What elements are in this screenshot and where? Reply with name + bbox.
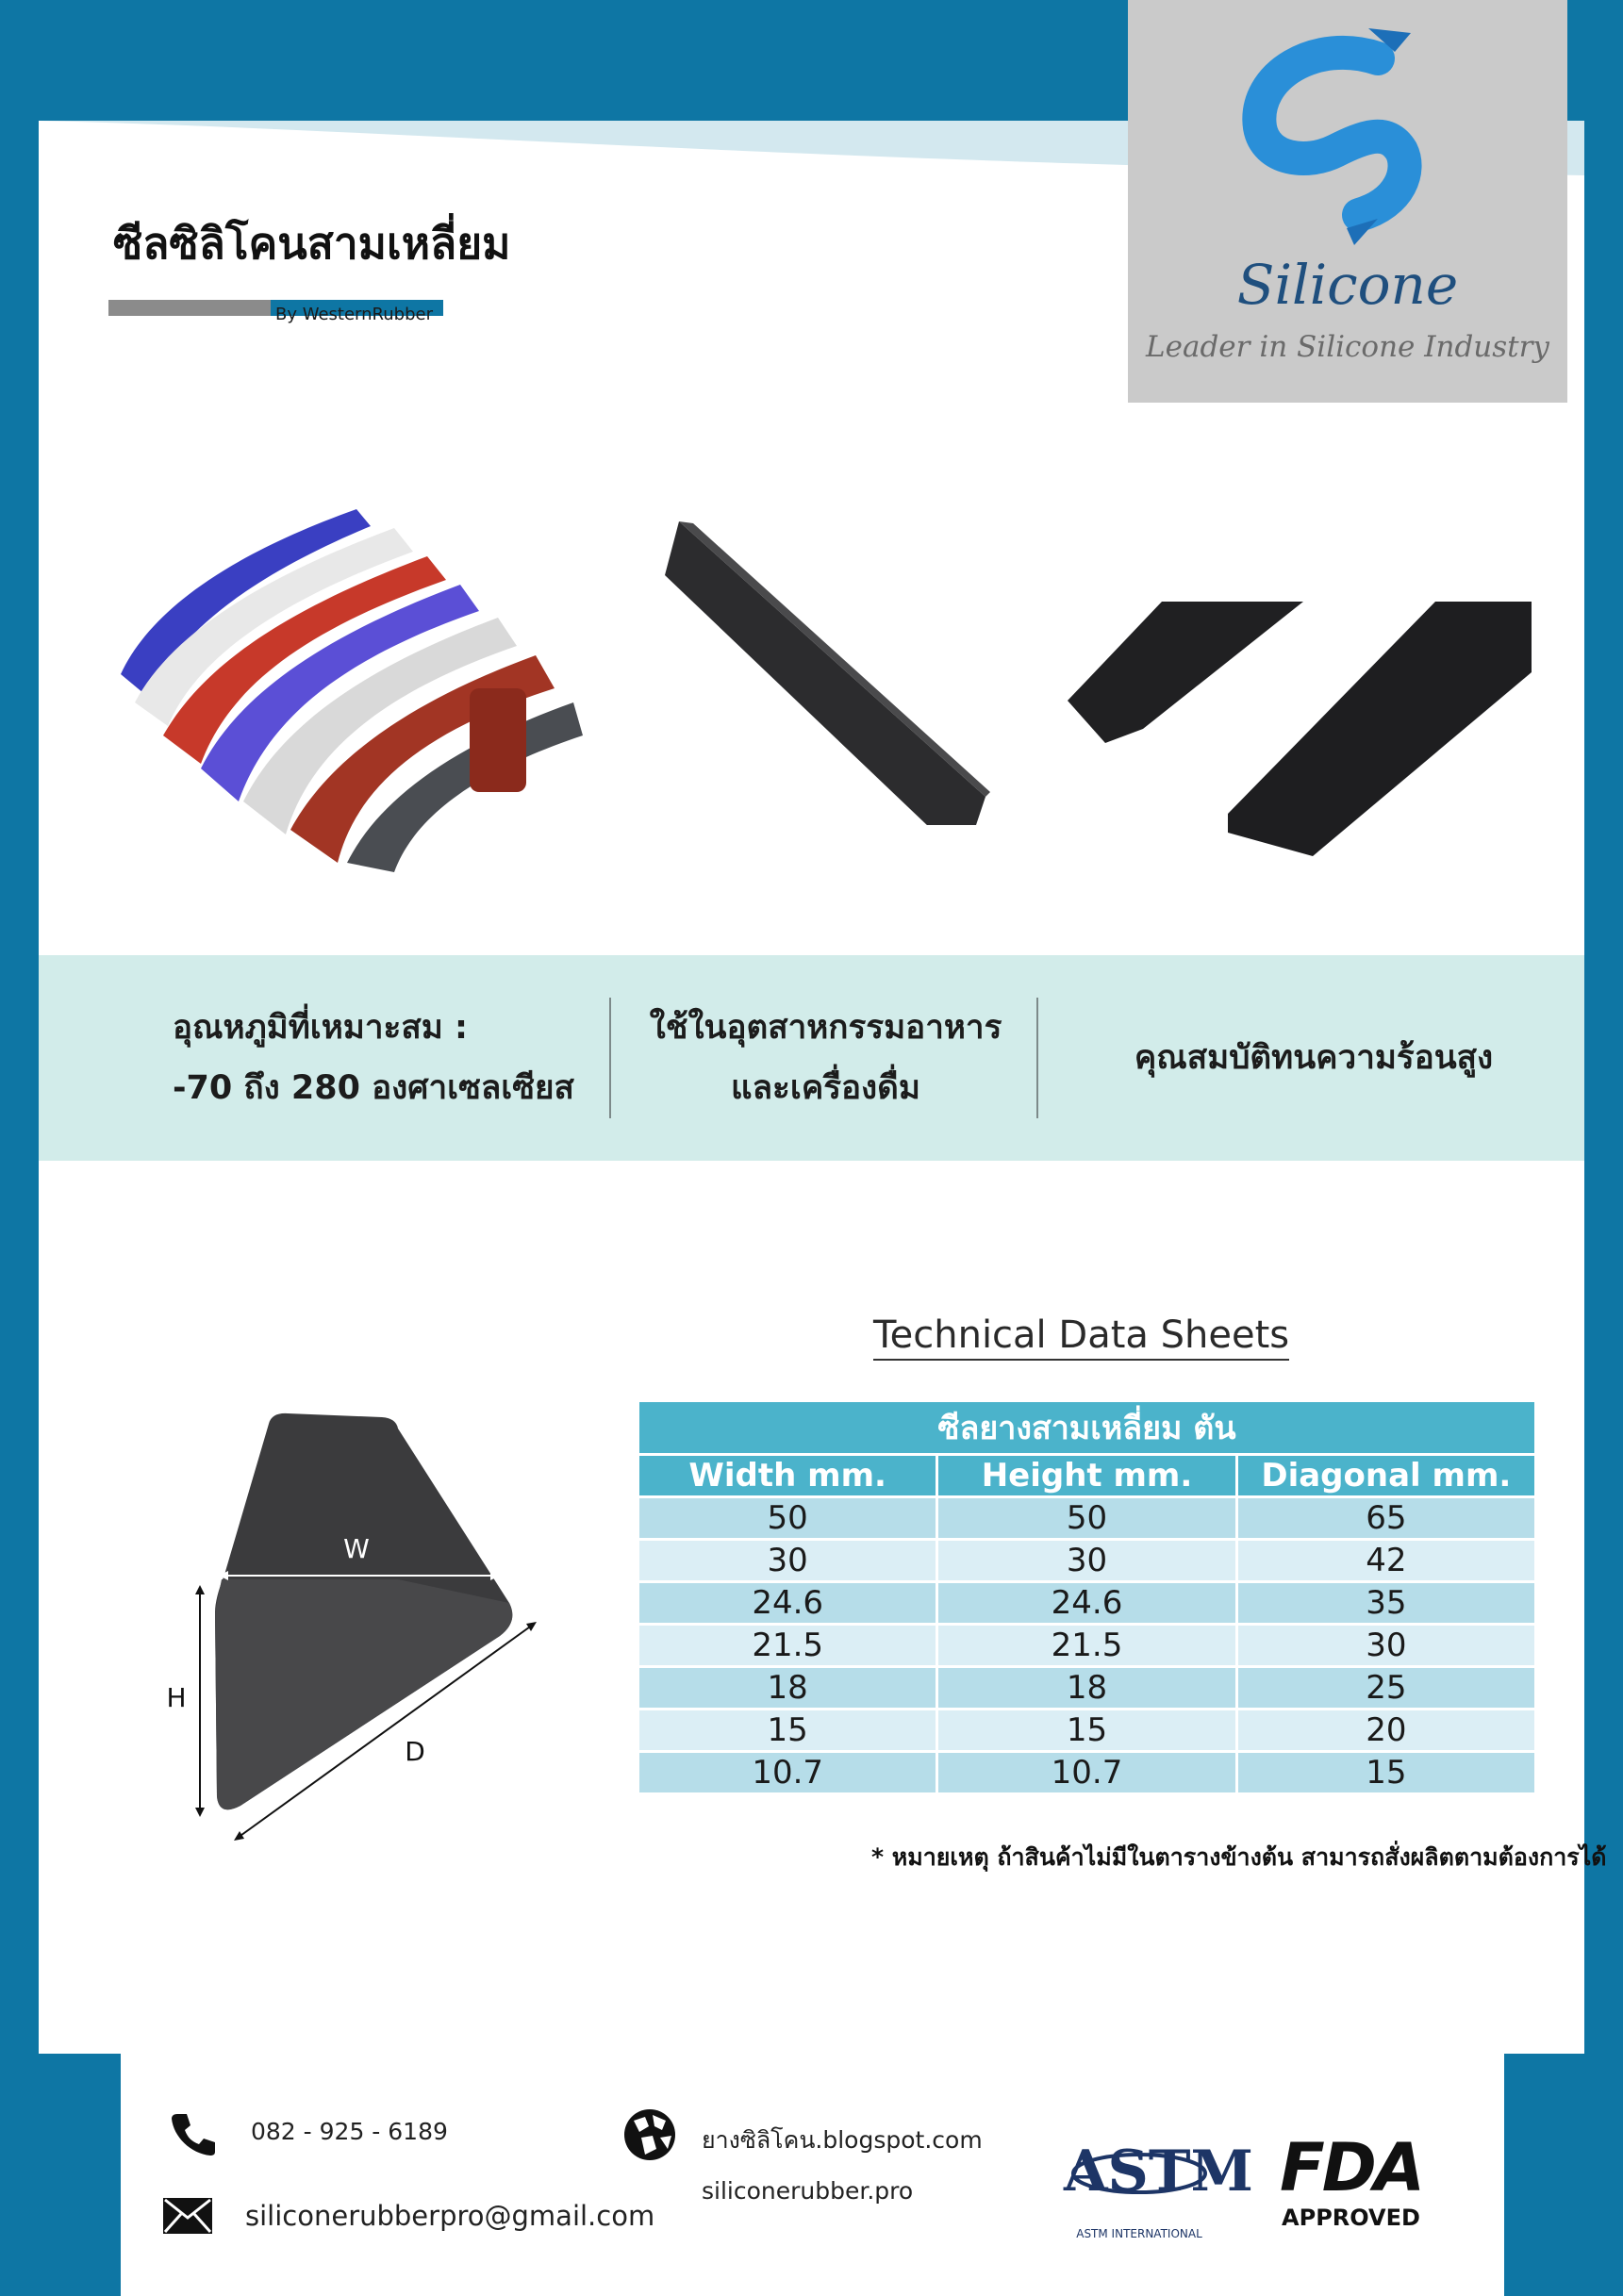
silicone-s-logo-icon (1128, 0, 1567, 255)
astm-logo-text: ASTM (1064, 2139, 1253, 2205)
feature-heat-line1: คุณสมบัติทนความร้อนสูง (1134, 1039, 1494, 1077)
cell-height: 30 (937, 1540, 1236, 1582)
brand-logo (1128, 0, 1567, 403)
page-title: ซีลซิลิโคนสามเหลี่ยม (113, 218, 511, 269)
cell-height: 15 (937, 1710, 1236, 1752)
col-header-width: Width mm. (638, 1455, 937, 1497)
phone-number[interactable]: 082 - 925 - 6189 (251, 2118, 448, 2145)
dimension-diagram (151, 1410, 547, 1853)
product-photo-assorted-profiles (111, 500, 635, 877)
feature-temperature (173, 955, 616, 1161)
astm-logo-subtext: ASTM INTERNATIONAL (1076, 2227, 1202, 2240)
table-row (638, 1540, 1536, 1582)
feature-food-line2: และเครื่องดื่ม (731, 1069, 920, 1107)
feature-divider (1036, 998, 1038, 1118)
cell-height: 21.5 (937, 1625, 1236, 1667)
diagram-label-w: W (343, 1533, 370, 1564)
feature-temperature-line2: -70 ถึง 280 องศาเซลเซียส (173, 1069, 574, 1107)
email-address[interactable]: siliconerubberpro@gmail.com (245, 2200, 655, 2232)
phone-icon (170, 2110, 217, 2157)
product-photo-triangle-seal (655, 514, 995, 825)
cell-diagonal: 42 (1236, 1540, 1535, 1582)
feature-temperature-line1: อุณหภูมิที่เหมาะสม : (173, 1009, 468, 1047)
cell-width: 15 (638, 1710, 937, 1752)
cell-height: 24.6 (937, 1582, 1236, 1625)
fda-approved-text: APPROVED (1282, 2205, 1420, 2231)
table-row (638, 1582, 1536, 1625)
cell-height: 50 (937, 1497, 1236, 1540)
table-row (638, 1625, 1536, 1667)
spec-table (637, 1399, 1537, 1795)
cell-width: 21.5 (638, 1625, 937, 1667)
technical-data-title: Technical Data Sheets (873, 1313, 1289, 1361)
col-header-diagonal: Diagonal mm. (1236, 1455, 1535, 1497)
cell-diagonal: 15 (1236, 1752, 1535, 1794)
globe-icon (622, 2107, 677, 2162)
cell-width: 30 (638, 1540, 937, 1582)
col-header-height: Height mm. (937, 1455, 1236, 1497)
cell-width: 18 (638, 1667, 937, 1710)
cell-height: 10.7 (937, 1752, 1236, 1794)
diagram-label-d: D (405, 1736, 425, 1767)
diagram-label-h: H (166, 1682, 187, 1713)
product-photo-two-triangle-strips (1068, 602, 1532, 856)
byline-bar-gray (108, 300, 271, 316)
cell-diagonal: 20 (1236, 1710, 1535, 1752)
cell-diagonal: 25 (1236, 1667, 1535, 1710)
website-link-blog[interactable]: ยางซิลิโคน.blogspot.com (702, 2126, 983, 2154)
mail-icon (162, 2197, 213, 2235)
feature-food-line1: ใช้ในอุตสาหกรรมอาหาร (649, 1009, 1002, 1047)
feature-heat-resistant (1043, 955, 1584, 1161)
feature-divider (609, 998, 611, 1118)
table-row (638, 1667, 1536, 1710)
feature-food-industry (616, 955, 1035, 1161)
table-note: * หมายเหตุ ถ้าสินค้าไม่มีในตารางข้างต้น สามารถสั่งผลิตตามต้องการได้ (871, 1843, 1607, 1871)
features-band (39, 955, 1584, 1161)
table-row (638, 1497, 1536, 1540)
cell-width: 10.7 (638, 1752, 937, 1794)
byline: By WesternRubber (275, 305, 433, 324)
cell-diagonal: 35 (1236, 1582, 1535, 1625)
table-row (638, 1710, 1536, 1752)
cell-height: 18 (937, 1667, 1236, 1710)
logo-tagline: Leader in Silicone Industry (1146, 330, 1549, 364)
table-caption: ซีลยางสามเหลี่ยม ตัน (638, 1401, 1536, 1455)
table-row (638, 1752, 1536, 1794)
cell-diagonal: 30 (1236, 1625, 1535, 1667)
website-link-pro[interactable]: siliconerubber.pro (702, 2177, 914, 2205)
logo-brand-text: Silicone (1236, 253, 1459, 317)
cell-diagonal: 65 (1236, 1497, 1535, 1540)
cell-width: 24.6 (638, 1582, 937, 1625)
cell-width: 50 (638, 1497, 937, 1540)
fda-logo-text: FDA (1279, 2129, 1423, 2206)
